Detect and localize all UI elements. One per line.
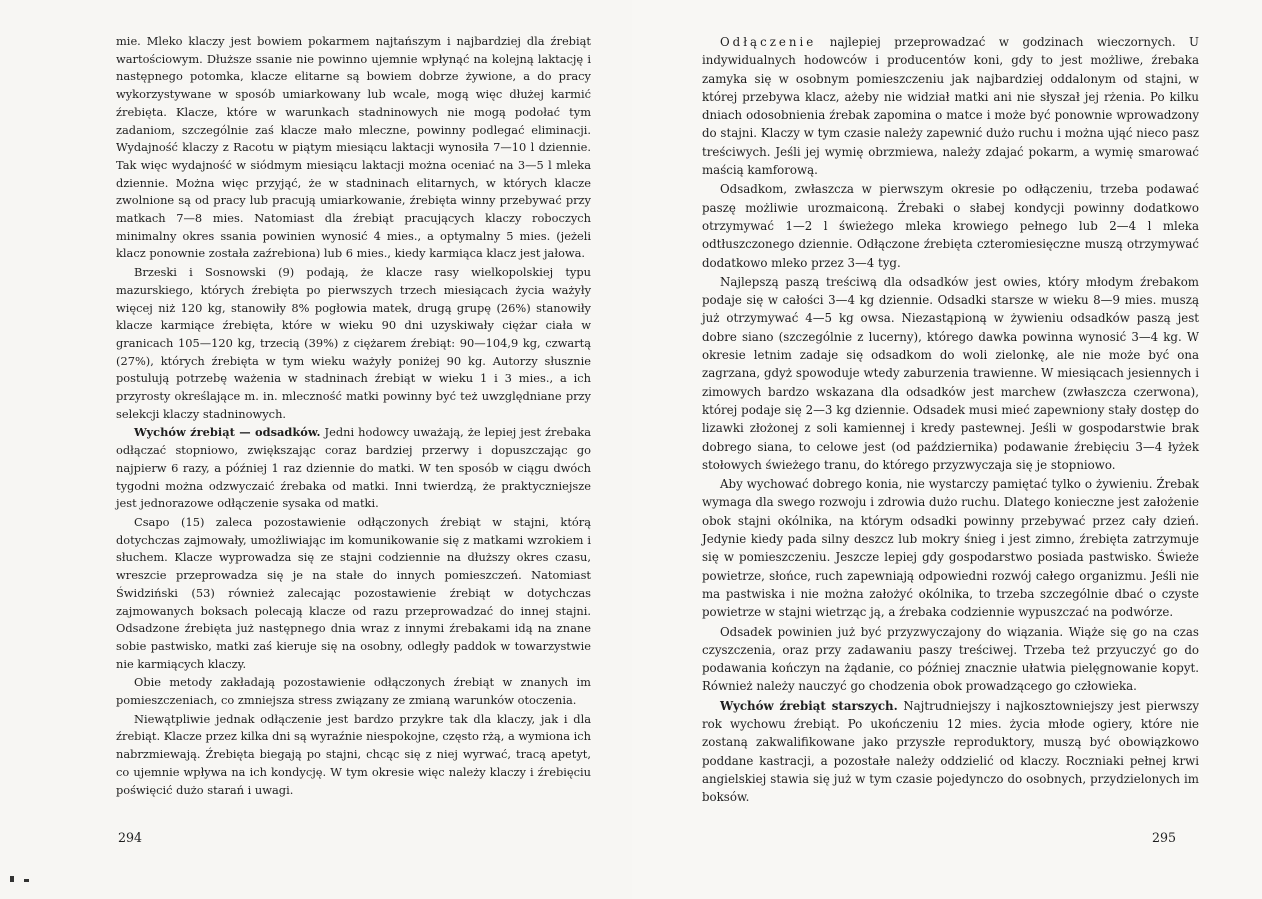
paragraph: Najlepszą paszą treściwą dla odsadków jest owies, który młodym źrebakom podaje się w całości 3—4 kg dziennie. Odsadki starsze w wieku 8—9 mies. muszą już otrzymywać 4—5 kg owsa. Niezastąpioną w żywieniu odsadków paszą jest dobre siano (szczególnie z lucerny), którego dawka powinna wynosić 3—4 kg. W okresie letnim zadaje się odsadkom do woli zielonkę, ale nie może być ona zagrzana, gdyż spowoduje wtedy zaburzenia trawienne. W miesiącach jesiennych i zimowych bardzo wskazana dla odsadków jest marchew (zwłaszcza czerwona), której podaje się 2—3 kg dziennie. Odsadek musi mieć zapewniony stały dostęp do lizawki złożonej z soli kamiennej i kredy pastewnej. Jeśli w gospodarstwie brak dobrego siana, to celowe jest (od października) podawanie źrebięciu 3—4 łyżek stołowych świeżego tranu, do którego przyzwyczaja się je stopniowo. [702,274,1199,472]
section-heading: Wychów źrebiąt starszych. [720,698,898,713]
section-heading: Odłączenie [720,35,817,49]
page-number-right: 295 [1152,830,1177,845]
paragraph: mie. Mleko klaczy jest bowiem pokarmem najtańszym i najbardziej dla źrebiąt wartościowym. Dłuższe ssanie nie powinno ujemnie wpłynąć na kolejną laktację i następnego potomka, klacze elitarne są bowiem dobrze żywione, a do pracy wykorzystywane w sposób umiarkowany lub wcale, mogą więc dłużej karmić źrebięta. Klacze, które w warunkach stadninowych nie mogą podołać tym zadaniom, szczególnie zaś klacze mało mleczne, powinny podlegać eliminacji. Wydajność klaczy z Racotu w piątym miesiącu laktacji wynosiła 7—10 l dziennie. Tak więc wydajność w siódmym miesiącu laktacji można oceniać na 3—5 l mleka dziennie. Można więc przyjąć, że w stadninach elitarnych, w których klacze zwolnione są od pracy lub pracują umiarkowanie, źrebięta winny przebywać przy matkach 7—8 mies. Natomiast dla źrebiąt pracujących klaczy roboczych minimalny okres ssania powinien wynosić 4 mies., a optymalny 5 mies. (jeżeli klacz ponownie została zaźrebiona) lub 6 mies., kiedy karmiąca klacz jest jałowa. [116,34,591,261]
paragraph: Brzeski i Sosnowski (9) podają, że klacze rasy wielkopolskiej typu mazurskiego, których źrebięta po pierwszych trzech miesiącach życia ważyły więcej niż 120 kg, stanowiły 8% pogłowia matek, drugą grupę (26%) stanowiły klacze karmiące źrebięta, które w wieku 90 dni uzyskiwały ciężar ciała w granicach 105—120 kg, trzecią (39%) z ciężarem źrebiąt: 90—104,9 kg, czwartą (27%), których źrebięta w tym wieku ważyły poniżej 90 kg. Autorzy słusznie postulują potrzebę ważenia w stadninach źrebiąt w wieku 1 i 3 mies., a ich przyrosty określające m. in. mleczność matki powinny być też uwzględniane przy selekcji klaczy stadninowych. [116,265,591,421]
page-number-left: 294 [118,830,143,845]
left-text-column [116,33,591,799]
right-text-column [702,33,1199,806]
paragraph: Odłączenie najlepiej przeprowadzać w godzinach wieczornych. U indywidualnych hodowców i producentów koni, gdy to jest możliwe, źrebaka zamyka się w osobnym pomieszczeniu jak najbardziej oddalonym od stajni, w której przebywa klacz, ażeby nie widział matki ani nie słyszał jej rżenia. Po kilku dniach odosobnienia źrebak zapomina o matce i może być ponownie wprowadzony do stajni. Klaczy w tym czasie należy zapewnić dużo ruchu i można ująć nieco pasz treściwych. Jeśli jej wymię obrzmiewa, należy zdajać pokarm, a wymię smarować maścią kamforową. [702,35,1199,178]
paragraph: Csapo (15) zaleca pozostawienie odłączonych źrebiąt w stajni, którą dotychczas zajmowały, umożliwiając im komunikowanie się z matkami wzrokiem i słuchem. Klacze wyprowadza się ze stajni codziennie na dłuższy okres czasu, wreszcie przeprowadza się je na stałe do innych pomieszczeń. Natomiast Świdziński (53) również zalecając pozostawienie źrebiąt w dotychczas zajmowanych boksach polecają klacze od razu przeprowadzać do innej stajni. Odsadzone źrebięta już następnego dnia wraz z innymi źrebakami idą na znane sobie pastwisko, matki zaś kieruje się na osobny, odległy paddok w towarzystwie nie karmiących klaczy. [116,514,591,671]
paragraph: Odsadek powinien już być przyzwyczajony do wiązania. Wiąże się go na czas czyszczenia, oraz przy zadawaniu paszy treściwej. Trzeba też przyuczyć go do podawania kończyn na żądanie, co później znacznie ułatwia pielęgnowanie kopyt. Również należy nauczyć go chodzenia obok prowadzącego go człowieka. [702,624,1199,694]
right-page [632,0,1262,899]
scan-mark [24,879,29,882]
paragraph: Wychów źrebiąt — odsadków. Jedni hodowcy uważają, że lepiej jest źrebaka odłączać stopniowo, zwiększając coraz bardziej przerwy i dopuszczając go najpierw 6 razy, a później 1 raz dziennie do matki. W ten sposób w ciągu dwóch tygodni można odzwyczaić źrebaka od matki. Inni twierdzą, że praktyczniejsze jest jednorazowe odłączenie sysaka od matki. [116,425,592,511]
paragraph: Aby wychować dobrego konia, nie wystarczy pamiętać tylko o żywieniu. Źrebak wymaga dla swego rozwoju i zdrowia dużo ruchu. Dlatego konieczne jest założenie obok stajni okólnika, na którym odsadki powinny przebywać przez cały dzień. Jedynie kiedy pada silny deszcz lub mokry śnieg i jest zimno, źrebięta zatrzymuje się w pomieszczeniu. Jeszcze lepiej gdy gospodarstwo posiada pastwisko. Świeże powietrze, słońce, ruch zapewniają odpowiedni rozwój całego organizmu. Jeśli nie ma pastwiska i nie można założyć okólnika, to trzeba szczególnie dbać o czyste powietrze w stajni wietrząc ją, a źrebaka codziennie wypuszczać na podwórze. [702,477,1199,620]
scan-mark [10,876,14,882]
section-heading: Wychów źrebiąt — odsadków. [134,425,321,440]
paragraph: Wychów źrebiąt starszych. Najtrudniejszy i najkosztowniejszy jest pierwszy rok wychowu źrebiąt. Po ukończeniu 12 mies. życia młode ogiery, które nie zostaną zakwalifikowane jako przyszłe reproduktory, muszą być obowiązkowo poddane kastracji, a pozostałe należy oddzielić od klaczy. Roczniaki pełnej krwi angielskiej stawia się już w tym czasie pojedynczo do osobnych, przydzielonych im boksów. [702,698,1199,805]
paragraph: Odsadkom, zwłaszcza w pierwszym okresie po odłączeniu, trzeba podawać paszę możliwie urozmaiconą. Źrebaki o słabej kondycji powinny dodatkowo otrzymywać 1—2 l świeżego mleka krowiego pełnego lub 2—4 l mleka odtłuszczonego dziennie. Odłączone źrebięta czteromiesięczne muszą otrzymywać dodatkowo mleko przez 3—4 tyg. [702,182,1199,270]
paragraph: Obie metody zakładają pozostawienie odłączonych źrebiąt w znanych im pomieszczeniach, co zmniejsza stress związany ze zmianą warunków otoczenia. [116,675,591,708]
paragraph: Niewątpliwie jednak odłączenie jest bardzo przykre tak dla klaczy, jak i dla źrebiąt. Klacze przez kilka dni są wyraźnie niespokojne, często rżą, a wymiona ich nabrzmiewają. Źrebięta biegają po stajni, chcąc się z niej wyrwać, tracą apetyt, co ujemnie wpływa na ich kondycję. W tym okresie więc należy klaczy i źrebięciu poświęcić dużo starań i uwagi. [116,711,591,797]
